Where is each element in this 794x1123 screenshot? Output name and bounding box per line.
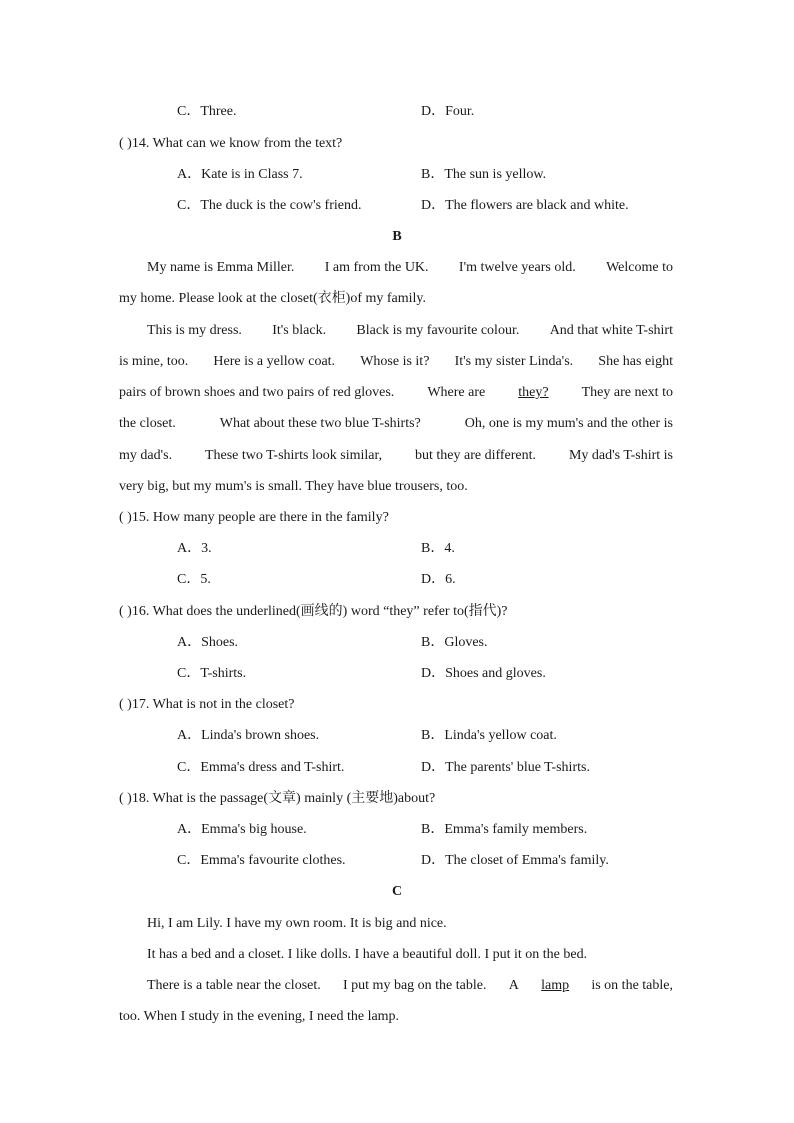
section-c-heading: C xyxy=(391,884,403,899)
passage-b-line: pairs of brown shoes and two pairs of red gloves. Where are they? They are next to xyxy=(119,385,673,400)
q15-option-d: D．6. xyxy=(421,572,456,587)
q17-stem: ( )17. What is not in the closet? xyxy=(119,697,295,712)
passage-b-line: my dad's. These two T-shirts look similar, but they are different. My dad's T-shirt is xyxy=(119,448,673,463)
q18-option-d: D．The closet of Emma's family. xyxy=(421,853,609,868)
q15-stem: ( )15. How many people are there in the family? xyxy=(119,510,389,525)
passage-b-line: My name is Emma Miller. I am from the UK. I'm twelve years old. Welcome to xyxy=(147,260,673,275)
passage-b-line: is mine, too. Here is a yellow coat. Whose is it? It's my sister Linda's. She has eight xyxy=(119,354,673,369)
passage-c-line: It has a bed and a closet. I like dolls. I have a beautiful doll. I put it on the bed. xyxy=(147,947,588,962)
q14-option-d: D．The flowers are black and white. xyxy=(421,198,629,213)
q18-stem: ( )18. What is the passage(文章) mainly (主要地)about? xyxy=(119,791,436,806)
passage-c-line: too. When I study in the evening, I need the lamp. xyxy=(119,1009,400,1024)
section-b-heading: B xyxy=(392,229,402,244)
q17-option-d: D．The parents' blue T-shirts. xyxy=(421,760,590,775)
q16-option-b: B．Gloves. xyxy=(421,635,488,650)
q14-option-c: C．The duck is the cow's friend. xyxy=(177,198,362,213)
q18-option-a: A．Emma's big house. xyxy=(177,822,307,837)
underlined-word-lamp: lamp xyxy=(541,978,570,993)
q13-option-d: D．Four. xyxy=(421,104,475,119)
passage-b-line: the closet. What about these two blue T-shirts? Oh, one is my mum's and the other is xyxy=(119,416,673,431)
passage-c-line: There is a table near the closet. I put my bag on the table. A lamp is on the table, xyxy=(147,978,673,993)
q16-option-c: C．T-shirts. xyxy=(177,666,247,681)
q15-option-a: A．3. xyxy=(177,541,212,556)
passage-b-line: This is my dress. It's black. Black is my favourite colour. And that white T-shirt xyxy=(147,323,673,338)
q18-option-c: C．Emma's favourite clothes. xyxy=(177,853,346,868)
passage-b-line: my home. Please look at the closet(衣柜)of my family. xyxy=(119,291,427,306)
underlined-word-they: they? xyxy=(518,385,549,400)
q15-option-c: C．5. xyxy=(177,572,211,587)
q17-option-b: B．Linda's yellow coat. xyxy=(421,728,557,743)
q16-option-d: D．Shoes and gloves. xyxy=(421,666,546,681)
q15-option-b: B．4. xyxy=(421,541,455,556)
q18-option-b: B．Emma's family members. xyxy=(421,822,588,837)
q17-option-a: A．Linda's brown shoes. xyxy=(177,728,320,743)
q16-stem: ( )16. What does the underlined(画线的) word “they” refer to(指代)? xyxy=(119,604,508,619)
q14-option-a: A．Kate is in Class 7. xyxy=(177,167,303,182)
q14-option-b: B．The sun is yellow. xyxy=(421,167,547,182)
q13-option-c: C．Three. xyxy=(177,104,237,119)
passage-b-line: very big, but my mum's is small. They have blue trousers, too. xyxy=(119,479,468,494)
q14-stem: ( )14. What can we know from the text? xyxy=(119,136,343,151)
q17-option-c: C．Emma's dress and T-shirt. xyxy=(177,760,345,775)
passage-c-line: Hi, I am Lily. I have my own room. It is big and nice. xyxy=(147,916,447,931)
q16-option-a: A．Shoes. xyxy=(177,635,239,650)
